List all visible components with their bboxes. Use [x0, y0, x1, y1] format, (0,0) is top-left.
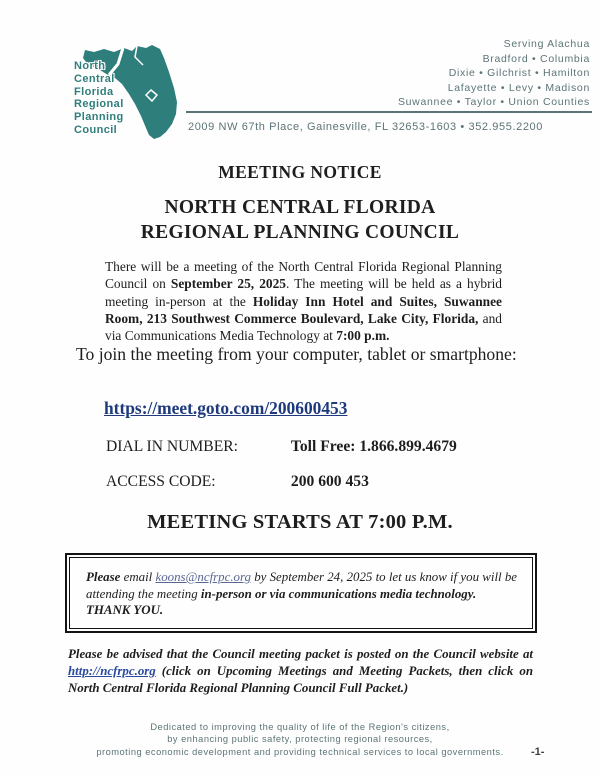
- page-title: MEETING NOTICE: [218, 162, 382, 182]
- page-number: -1-: [531, 746, 545, 758]
- intro-text: . The meeting will be held as a hybrid meeting in-person at the: [105, 276, 502, 309]
- letterhead-divider: [186, 111, 592, 113]
- logo-word: Central: [74, 72, 115, 85]
- intro-text: There will be a meeting of the North Central Florida Regional Planning Council on: [105, 259, 502, 292]
- logo-word: Florida: [74, 85, 114, 98]
- counties-line: Suwannee • Taylor • Union Counties: [397, 96, 590, 109]
- organization-name-line1: NORTH CENTRAL FLORIDA: [164, 197, 436, 218]
- rsvp-thank-you: THANK YOU.: [86, 603, 164, 618]
- rsvp-email-link[interactable]: koons@ncfrpc.org: [155, 570, 251, 584]
- counties-line: Lafayette • Levy • Madison: [447, 81, 590, 94]
- access-code-row: [106, 473, 369, 491]
- counties-line: Bradford • Columbia: [482, 52, 590, 65]
- council-website-link[interactable]: http://ncfrpc.org: [68, 664, 156, 679]
- meeting-link-row: [104, 398, 347, 419]
- organization-name: [0, 196, 600, 245]
- intro-text: and via Communications Media Technology at: [105, 310, 503, 344]
- join-instructions: To join the meeting from your computer, tablet or smartphone:: [76, 344, 517, 364]
- access-code-label: ACCESS CODE:: [106, 473, 216, 490]
- dial-in-row: [106, 438, 457, 456]
- letterhead-address: 2009 NW 67th Place, Gainesville, FL 32653-1603 • 352.955.2200: [188, 121, 543, 133]
- rsvp-please: Please: [86, 570, 121, 584]
- footer-line: promoting economic development and providing technical services to local governments.: [96, 746, 504, 757]
- counties-line: Serving Alachua: [503, 38, 590, 50]
- rsvp-notice-box: [65, 553, 537, 633]
- organization-name-line2: REGIONAL PLANNING COUNCIL: [140, 221, 460, 243]
- meeting-url-link[interactable]: https://meet.goto.com/200600453: [104, 398, 348, 418]
- access-code-value: 200 600 453: [290, 473, 369, 490]
- meeting-location: Holiday Inn Hotel and Suites, Suwannee Room, 213 Southwest Commerce Boulevard, Lake City, Florida,: [105, 293, 502, 326]
- footer-line: Dedicated to improving the quality of life of the Region's citizens,: [150, 722, 450, 732]
- packet-advisory-paragraph: [68, 646, 533, 698]
- logo-wordmark: [74, 60, 124, 137]
- dial-in-label: DIAL IN NUMBER:: [106, 438, 238, 455]
- counties-line: Dixie • Gilchrist • Hamilton: [448, 67, 590, 80]
- meeting-intro-paragraph: [105, 258, 502, 344]
- rsvp-text: by September 24, 2025 to let us know if you will be attending the meeting: [86, 570, 517, 601]
- meeting-time: 7:00 p.m.: [336, 328, 390, 344]
- rsvp-attendance-modes: in-person or via communications media technology.: [200, 586, 477, 601]
- logo-word: Planning: [74, 111, 124, 124]
- logo-word: Council: [74, 123, 118, 136]
- meeting-date: September 25, 2025: [170, 276, 286, 292]
- served-counties-list: [398, 37, 590, 110]
- meeting-start-heading: MEETING STARTS AT 7:00 P.M.: [147, 511, 453, 533]
- advisory-text: Please be advised that the Council meeting packet is posted on the Council website at: [68, 647, 533, 661]
- footer-line: by enhancing public safety, protecting regional resources,: [167, 734, 433, 745]
- rsvp-text: email: [120, 570, 156, 584]
- ncfrpc-logo: [58, 34, 184, 146]
- advisory-text: (click on Upcoming Meetings and Meeting Packets, then click on North Central Florida Regional Planning Council Full Packet.): [68, 664, 533, 696]
- rsvp-notice-text: [69, 557, 533, 629]
- logo-word: Regional: [74, 98, 124, 111]
- mission-statement-footer: [0, 721, 600, 758]
- logo-word: North: [74, 60, 106, 72]
- dial-in-number: Toll Free: 1.866.899.4679: [290, 438, 457, 455]
